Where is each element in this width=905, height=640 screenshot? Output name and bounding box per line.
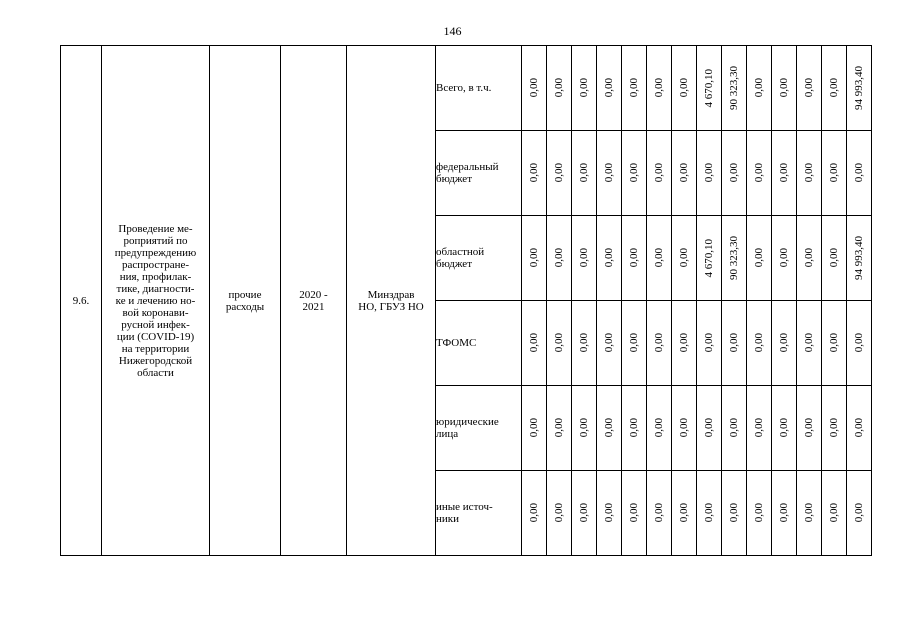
funding-value-cell — [697, 216, 722, 301]
funding-value-cell — [722, 386, 747, 471]
funding-value-cell — [847, 216, 872, 301]
funding-value: 0,00 — [628, 503, 640, 523]
funding-value: 94 993,40 — [853, 236, 865, 280]
funding-value: 0,00 — [778, 163, 790, 183]
funding-value: 0,00 — [703, 163, 715, 183]
executor: Минздрав НО, ГБУЗ НО — [347, 46, 436, 556]
funding-value-cell — [747, 46, 772, 131]
funding-value-cell — [547, 46, 572, 131]
funding-value-cell — [822, 301, 847, 386]
measure-name: Проведение ме- роприятий по предупреждению распростране- ния, профилак- тике, диагности- ке и лечению но- вой коронави- русной инфек- ции (COVID-19) на территории Нижегородской области — [102, 46, 210, 556]
funding-value-cell — [672, 386, 697, 471]
funding-value: 0,00 — [728, 163, 740, 183]
funding-value-cell — [772, 301, 797, 386]
funding-value: 0,00 — [753, 248, 765, 268]
funding-value-cell — [547, 216, 572, 301]
funding-value: 0,00 — [753, 78, 765, 98]
funding-value: 0,00 — [703, 418, 715, 438]
funding-value: 0,00 — [778, 248, 790, 268]
funding-value: 0,00 — [553, 503, 565, 523]
funding-value-cell — [822, 46, 847, 131]
funding-value-cell — [597, 471, 622, 556]
funding-source-label: ТФОМС — [436, 301, 522, 386]
funding-value: 0,00 — [828, 163, 840, 183]
funding-value-cell — [622, 301, 647, 386]
funding-source-label: иные источ- ники — [436, 471, 522, 556]
funding-value: 4 670,10 — [703, 238, 715, 278]
funding-value-cell — [722, 131, 747, 216]
funding-source-label: федеральный бюджет — [436, 131, 522, 216]
funding-value: 0,00 — [778, 503, 790, 523]
funding-value-cell — [772, 46, 797, 131]
funding-value-cell — [847, 46, 872, 131]
funding-value: 0,00 — [828, 248, 840, 268]
funding-value-cell — [672, 131, 697, 216]
funding-value-cell — [747, 471, 772, 556]
funding-value-cell — [597, 386, 622, 471]
funding-value-cell — [597, 301, 622, 386]
funding-value: 0,00 — [528, 503, 540, 523]
funding-value-cell — [797, 301, 822, 386]
funding-value: 0,00 — [678, 503, 690, 523]
funding-value: 90 323,30 — [728, 236, 740, 280]
funding-value-cell — [672, 216, 697, 301]
funding-value: 0,00 — [828, 503, 840, 523]
funding-value-cell — [822, 216, 847, 301]
funding-value: 0,00 — [778, 418, 790, 438]
funding-value-cell — [622, 471, 647, 556]
funding-value-cell — [597, 46, 622, 131]
funding-value: 4 670,10 — [703, 68, 715, 108]
funding-value: 0,00 — [853, 503, 865, 523]
funding-value-cell — [522, 131, 547, 216]
funding-value-cell — [647, 131, 672, 216]
funding-value: 0,00 — [828, 333, 840, 353]
funding-value: 0,00 — [553, 163, 565, 183]
funding-value: 0,00 — [728, 333, 740, 353]
funding-value: 0,00 — [578, 418, 590, 438]
funding-value: 0,00 — [528, 163, 540, 183]
funding-value-cell — [697, 131, 722, 216]
funding-value-cell — [647, 216, 672, 301]
funding-value: 0,00 — [528, 333, 540, 353]
funding-value-cell — [622, 216, 647, 301]
funding-value: 0,00 — [603, 503, 615, 523]
funding-value-cell — [647, 386, 672, 471]
funding-value-cell — [647, 471, 672, 556]
funding-value-cell — [747, 216, 772, 301]
funding-value-cell — [697, 301, 722, 386]
funding-value-cell — [847, 301, 872, 386]
funding-value: 0,00 — [653, 333, 665, 353]
funding-value-cell — [572, 386, 597, 471]
funding-value-cell — [572, 301, 597, 386]
funding-value-cell — [722, 471, 747, 556]
funding-value: 0,00 — [528, 248, 540, 268]
page-number: 146 — [443, 24, 462, 38]
funding-value: 0,00 — [803, 503, 815, 523]
funding-value: 0,00 — [603, 333, 615, 353]
funding-value-cell — [572, 131, 597, 216]
funding-value-cell — [722, 216, 747, 301]
funding-value: 90 323,30 — [728, 66, 740, 110]
funding-value-cell — [797, 386, 822, 471]
funding-value-cell — [847, 471, 872, 556]
funding-value: 0,00 — [803, 333, 815, 353]
funding-value-cell — [547, 301, 572, 386]
funding-value: 0,00 — [653, 248, 665, 268]
funding-value: 0,00 — [703, 503, 715, 523]
funding-value-cell — [697, 386, 722, 471]
funding-value: 0,00 — [678, 78, 690, 98]
funding-value: 0,00 — [803, 163, 815, 183]
funding-value: 0,00 — [603, 78, 615, 98]
funding-value: 0,00 — [653, 503, 665, 523]
funding-value: 0,00 — [603, 248, 615, 268]
expense-type: прочие расходы — [210, 46, 281, 556]
row-number: 9.6. — [61, 46, 102, 556]
funding-value: 0,00 — [553, 333, 565, 353]
funding-value: 0,00 — [703, 333, 715, 353]
funding-value: 0,00 — [778, 333, 790, 353]
funding-value-cell — [697, 471, 722, 556]
funding-value-cell — [747, 386, 772, 471]
funding-value-cell — [772, 131, 797, 216]
funding-value-cell — [622, 46, 647, 131]
funding-value-cell — [572, 216, 597, 301]
funding-value-cell — [772, 471, 797, 556]
funding-value-cell — [822, 131, 847, 216]
funding-value: 0,00 — [828, 78, 840, 98]
funding-value-cell — [797, 216, 822, 301]
funding-value-cell — [797, 46, 822, 131]
funding-value: 0,00 — [553, 78, 565, 98]
funding-value-cell — [747, 301, 772, 386]
funding-value: 0,00 — [728, 503, 740, 523]
funding-value: 0,00 — [803, 78, 815, 98]
funding-value-cell — [547, 131, 572, 216]
funding-value: 0,00 — [628, 248, 640, 268]
funding-value: 0,00 — [653, 163, 665, 183]
funding-value-cell — [572, 471, 597, 556]
funding-value: 0,00 — [753, 333, 765, 353]
funding-value-cell — [697, 46, 722, 131]
funding-value: 0,00 — [803, 418, 815, 438]
funding-value: 0,00 — [853, 418, 865, 438]
funding-value-cell — [522, 216, 547, 301]
funding-value: 0,00 — [678, 418, 690, 438]
funding-value: 0,00 — [628, 418, 640, 438]
funding-source-label: областной бюджет — [436, 216, 522, 301]
funding-value: 0,00 — [653, 418, 665, 438]
implementation-years: 2020 - 2021 — [281, 46, 347, 556]
funding-value-cell — [647, 301, 672, 386]
funding-value-cell — [647, 46, 672, 131]
funding-value-cell — [522, 46, 547, 131]
funding-source-label: юридические лица — [436, 386, 522, 471]
funding-value: 0,00 — [753, 503, 765, 523]
funding-value: 0,00 — [578, 333, 590, 353]
funding-value-cell — [547, 471, 572, 556]
funding-value: 0,00 — [553, 248, 565, 268]
funding-value: 0,00 — [528, 418, 540, 438]
funding-value: 0,00 — [853, 333, 865, 353]
funding-value: 0,00 — [553, 418, 565, 438]
budget-table — [60, 45, 872, 556]
funding-value: 0,00 — [603, 163, 615, 183]
funding-value-cell — [772, 386, 797, 471]
funding-value-cell — [522, 301, 547, 386]
funding-value: 0,00 — [603, 418, 615, 438]
funding-value-cell — [597, 216, 622, 301]
funding-value-cell — [722, 46, 747, 131]
funding-value: 0,00 — [778, 78, 790, 98]
funding-value-cell — [772, 216, 797, 301]
funding-value: 0,00 — [728, 418, 740, 438]
funding-value: 0,00 — [828, 418, 840, 438]
funding-value-cell — [747, 131, 772, 216]
funding-value: 0,00 — [678, 163, 690, 183]
funding-value-cell — [722, 301, 747, 386]
funding-value: 0,00 — [578, 78, 590, 98]
funding-source-label: Всего, в т.ч. — [436, 46, 522, 131]
funding-value: 0,00 — [578, 503, 590, 523]
funding-value-cell — [822, 471, 847, 556]
funding-value: 0,00 — [678, 333, 690, 353]
funding-value: 0,00 — [753, 418, 765, 438]
funding-value-cell — [847, 131, 872, 216]
funding-value-cell — [672, 46, 697, 131]
funding-value-cell — [672, 301, 697, 386]
funding-value: 0,00 — [853, 163, 865, 183]
funding-value: 0,00 — [628, 333, 640, 353]
funding-value-cell — [572, 46, 597, 131]
funding-value-cell — [522, 386, 547, 471]
table-row — [61, 46, 872, 131]
funding-value-cell — [622, 386, 647, 471]
funding-value: 0,00 — [578, 163, 590, 183]
funding-value: 0,00 — [628, 163, 640, 183]
funding-value: 0,00 — [678, 248, 690, 268]
funding-value: 0,00 — [578, 248, 590, 268]
funding-value: 0,00 — [753, 163, 765, 183]
funding-value-cell — [547, 386, 572, 471]
funding-value-cell — [597, 131, 622, 216]
funding-value-cell — [847, 386, 872, 471]
funding-value-cell — [622, 131, 647, 216]
funding-value-cell — [822, 386, 847, 471]
funding-value-cell — [522, 471, 547, 556]
funding-value: 0,00 — [528, 78, 540, 98]
funding-value: 0,00 — [628, 78, 640, 98]
funding-value-cell — [797, 131, 822, 216]
funding-value: 0,00 — [803, 248, 815, 268]
funding-value: 94 993,40 — [853, 66, 865, 110]
funding-value-cell — [672, 471, 697, 556]
funding-value: 0,00 — [653, 78, 665, 98]
funding-value-cell — [797, 471, 822, 556]
